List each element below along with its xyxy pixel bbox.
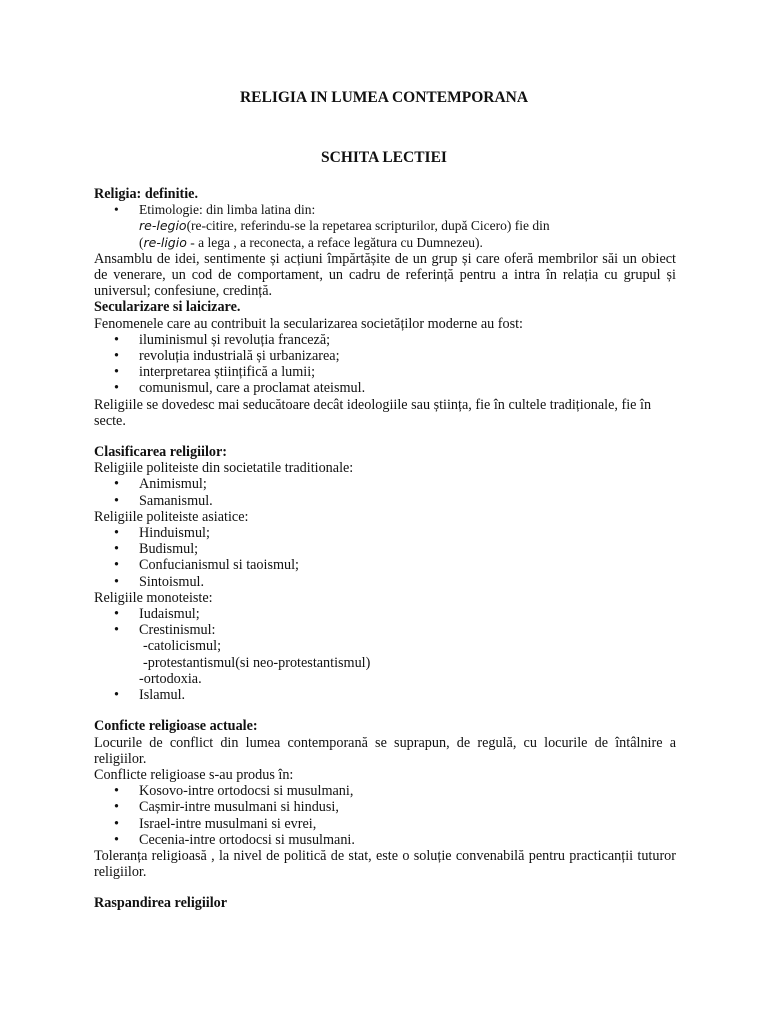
list-item: • revoluția industrială și urbanizarea; bbox=[94, 348, 676, 364]
conflicts-intro: Locurile de conflict din lumea contemporană se suprapun, de regulă, cu locurile de întâlnire a religiilor. bbox=[94, 734, 676, 767]
section-heading-secularization: Secularizare si laicizare. bbox=[94, 299, 241, 316]
secularization-conclusion: Religiile se dovedesc mai seducătoare decât ideologiile sau știința, fie în cultele tradiționale, fie în secte. bbox=[94, 396, 652, 429]
list-item: • Islamul. bbox=[94, 687, 676, 703]
list-item: • comunismul, care a proclamat ateismul. bbox=[94, 380, 676, 396]
document-title: RELIGIA IN LUMEA CONTEMPORANA bbox=[239, 89, 529, 106]
list-item: • Samanismul. bbox=[94, 493, 676, 509]
monotheist-list-cont bbox=[94, 687, 676, 703]
list-item: • iluminismul și revoluția franceză; bbox=[94, 332, 676, 348]
etymology-list bbox=[94, 202, 676, 218]
section-heading-classification: Clasificarea religiilor: bbox=[94, 444, 228, 461]
polytheist-asian-heading: Religiile politeiste asiatice: bbox=[94, 508, 249, 525]
polytheist-asian-list bbox=[94, 525, 676, 590]
list-item: • Confucianismul si taoismul; bbox=[94, 557, 676, 573]
secularization-intro: Fenomenele care au contribuit la secularizarea societăților moderne au fost: bbox=[94, 315, 523, 332]
christian-branch: -catolicismul; bbox=[143, 638, 222, 655]
section-heading-definition: Religia: definitie. bbox=[94, 186, 199, 202]
polytheist-traditional-list bbox=[94, 476, 676, 508]
polytheist-traditional-heading: Religiile politeiste din societatile traditionale: bbox=[94, 460, 354, 477]
list-item: • interpretarea științifică a lumii; bbox=[94, 364, 676, 380]
monotheist-heading: Religiile monoteiste: bbox=[94, 589, 213, 606]
list-item: • Israel-intre musulmani si evrei, bbox=[94, 816, 676, 832]
religio-term: re-ligio bbox=[143, 234, 187, 250]
relegio-text: (re-citire, referindu-se la repetarea scripturilor, după Cicero) fie din bbox=[186, 218, 550, 234]
document-subtitle: SCHITA LECTIEI bbox=[321, 149, 447, 166]
list-item: • Sintoismul. bbox=[94, 574, 676, 590]
conflicts-list bbox=[94, 783, 676, 848]
relegio-line bbox=[94, 218, 676, 234]
document-body bbox=[94, 186, 676, 912]
tolerance-paragraph: Toleranța religioasă , la nivel de politică de stat, este o soluție convenabilă pentru practicanții tuturor religiilor. bbox=[94, 847, 676, 881]
religio-line bbox=[94, 235, 676, 251]
christian-branch: -protestantismul(si neo-protestantismul) bbox=[143, 654, 371, 671]
list-item: • Crestinismul: bbox=[94, 622, 676, 638]
section-heading-spread: Raspandirea religiilor bbox=[94, 895, 228, 912]
conflicts-list-intro: Conflicte religioase s-au produs în: bbox=[94, 766, 294, 783]
list-item: • Hinduismul; bbox=[94, 525, 676, 541]
list-item: • Budismul; bbox=[94, 541, 676, 557]
monotheist-list bbox=[94, 606, 676, 638]
secularization-list bbox=[94, 332, 676, 397]
etymology-item: • Etimologie: din limba latina din: bbox=[94, 202, 676, 218]
list-item: • Kosovo-intre ortodocsi si musulmani, bbox=[94, 783, 676, 799]
relegio-term: re-legio bbox=[139, 218, 187, 234]
religio-open: ( bbox=[139, 234, 144, 250]
religio-text: - a lega , a reconecta, a reface legătura cu Dumnezeu). bbox=[186, 234, 483, 250]
section-heading-conflicts: Conficte religioase actuale: bbox=[94, 718, 258, 735]
list-item: • Cașmir-intre musulmani si hindusi, bbox=[94, 799, 676, 815]
list-item: • Iudaismul; bbox=[94, 606, 676, 622]
list-item: • Animismul; bbox=[94, 476, 676, 492]
christian-branch: -ortodoxia. bbox=[139, 670, 202, 687]
list-item: • Cecenia-intre ortodocsi si musulmani. bbox=[94, 832, 676, 848]
definition-paragraph: Ansamblu de idei, sentimente și acțiuni împărtășite de un grup și care oferă membrilor săi un obiect de venerare, un cod de comportament, un cadru de referință pentru a intra în relația cu grupul și universul; confesiune, credință. bbox=[94, 250, 676, 300]
